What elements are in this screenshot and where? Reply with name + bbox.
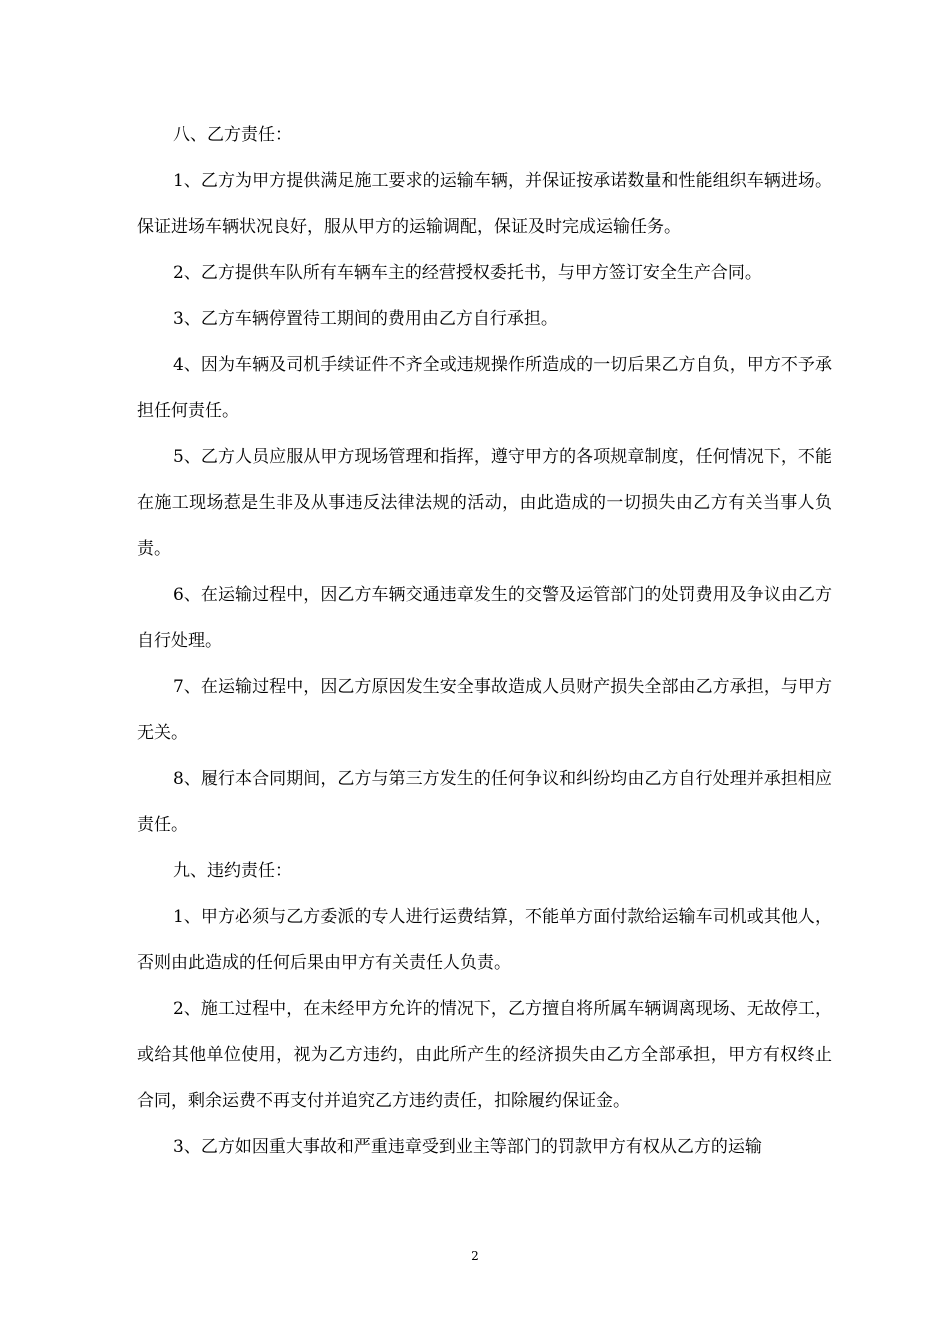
clause-8-5: 5、乙方人员应服从甲方现场管理和指挥，遵守甲方的各项规章制度，任何情况下，不能在施工现场惹是生非及从事违反法律法规的活动，由此造成的一切损失由乙方有关当事人负责。 [137,447,832,559]
clause-8-1: 1、乙方为甲方提供满足施工要求的运输车辆，并保证按承诺数量和性能组织车辆进场。保证进场车辆状况良好，服从甲方的运输调配，保证及时完成运输任务。 [137,171,832,237]
clause-9-2: 2、施工过程中，在未经甲方允许的情况下，乙方擅自将所属车辆调离现场、无故停工，或给其他单位使用，视为乙方违约，由此所产生的经济损失由乙方全部承担，甲方有权终止合同，剩余运费不再支付并追究乙方违约责任，扣除履约保证金。 [137,999,832,1111]
clause-8-2: 2、乙方提供车队所有车辆车主的经营授权委托书，与甲方签订安全生产合同。 [173,263,762,283]
section-heading-8: 八、乙方责任： [173,125,292,145]
clause-8-8: 8、履行本合同期间，乙方与第三方发生的任何争议和纠纷均由乙方自行处理并承担相应责任。 [137,769,832,835]
document-body [137,112,832,1170]
section-heading-9: 九、违约责任： [173,861,292,881]
clause-8-4: 4、因为车辆及司机手续证件不齐全或违规操作所造成的一切后果乙方自负，甲方不予承担任何责任。 [137,355,832,421]
clause-8-6: 6、在运输过程中，因乙方车辆交通违章发生的交警及运管部门的处罚费用及争议由乙方自行处理。 [137,585,832,651]
clause-9-1: 1、甲方必须与乙方委派的专人进行运费结算，不能单方面付款给运输车司机或其他人，否则由此造成的任何后果由甲方有关责任人负责。 [137,907,832,973]
clause-8-3: 3、乙方车辆停置待工期间的费用由乙方自行承担。 [173,309,558,329]
clause-9-3: 3、乙方如因重大事故和严重违章受到业主等部门的罚款甲方有权从乙方的运输 [173,1137,762,1157]
page-number: 2 [471,1249,479,1263]
clause-8-7: 7、在运输过程中，因乙方原因发生安全事故造成人员财产损失全部由乙方承担，与甲方无关。 [137,677,832,743]
